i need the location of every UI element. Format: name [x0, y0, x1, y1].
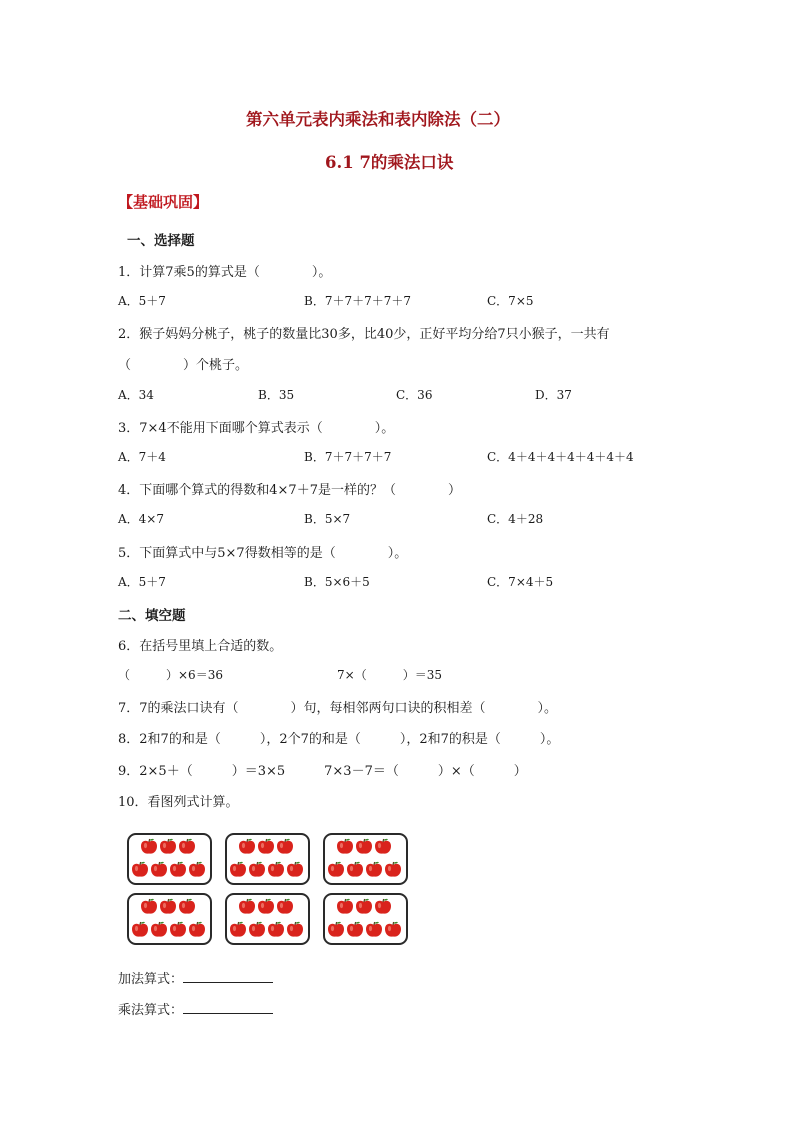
- apple-icon: [188, 921, 206, 938]
- apple-icon: [327, 861, 345, 878]
- apple-icon: [178, 838, 196, 855]
- apple-icon: [131, 861, 149, 878]
- q4-option-a: A．4×7: [118, 512, 164, 526]
- apple-icon: [365, 921, 383, 938]
- question-8: 8．2和7的和是（ ），2个7的和是（ ），2和7的积是（ ）。: [118, 732, 560, 747]
- apple-icon: [248, 921, 266, 938]
- multiplication-blank[interactable]: [183, 1001, 273, 1014]
- apple-icon: [159, 898, 177, 915]
- apple-icon: [257, 898, 275, 915]
- apple-icon: [384, 921, 402, 938]
- apple-icon: [336, 838, 354, 855]
- apple-group-box: [323, 893, 408, 945]
- apple-icon: [276, 898, 294, 915]
- question-10: 10．看图列式计算。: [118, 795, 239, 810]
- apple-icon: [178, 898, 196, 915]
- apple-icon: [150, 861, 168, 878]
- q5-option-a: A．5＋7: [118, 575, 166, 589]
- q1-option-b: B．7＋7＋7＋7＋7: [304, 294, 411, 308]
- question-4: 4．下面哪个算式的得数和4×7＋7是一样的？（ ）: [118, 483, 461, 498]
- apple-icon: [159, 838, 177, 855]
- apple-icon: [150, 921, 168, 938]
- apple-icon: [169, 861, 187, 878]
- part2-heading: 二、填空题: [118, 608, 186, 624]
- apple-icon: [374, 838, 392, 855]
- q4-option-c: C．4＋28: [487, 512, 544, 526]
- q3-option-b: B．7＋7＋7＋7: [304, 450, 392, 464]
- apple-icon: [327, 921, 345, 938]
- q3-option-a: A．7＋4: [118, 450, 166, 464]
- question-6: 6．在括号里填上合适的数。: [118, 639, 283, 654]
- apple-icon: [276, 838, 294, 855]
- apple-icon: [229, 861, 247, 878]
- question-3: 3．7×4不能用下面哪个算式表示（ ）。: [118, 421, 395, 436]
- apple-icon: [131, 921, 149, 938]
- apple-icon: [374, 898, 392, 915]
- apple-icon: [355, 898, 373, 915]
- section-label: 【基础巩固】: [118, 193, 209, 211]
- q4-option-b: B．5×7: [304, 512, 351, 526]
- apple-icon: [229, 921, 247, 938]
- apple-icon: [346, 861, 364, 878]
- q1-option-c: C．7×5: [487, 294, 534, 308]
- question-1: 1．计算7乘5的算式是（ ）。: [118, 265, 332, 280]
- q2-option-d: D．37: [535, 388, 572, 402]
- apple-group-box: [323, 833, 408, 885]
- apple-icon: [238, 898, 256, 915]
- apple-icon: [346, 921, 364, 938]
- q6-left-equation: （ ）×6＝36: [118, 668, 223, 682]
- apple-group-box: [225, 833, 310, 885]
- apple-icon: [238, 838, 256, 855]
- multiplication-label: 乘法算式：: [118, 1003, 184, 1018]
- apple-icon: [140, 838, 158, 855]
- apple-icon: [169, 921, 187, 938]
- page-subtitle: 6.1 7的乘法口诀: [325, 153, 454, 172]
- apple-icon: [188, 861, 206, 878]
- apple-icon: [257, 838, 275, 855]
- q3-option-c: C．4＋4＋4＋4＋4＋4＋4: [487, 450, 634, 464]
- apple-icon: [267, 921, 285, 938]
- q5-option-c: C．7×4＋5: [487, 575, 554, 589]
- apple-icon: [336, 898, 354, 915]
- page-title: 第六单元表内乘法和表内除法（二）: [246, 110, 510, 129]
- q2-option-b: B．35: [258, 388, 295, 402]
- apple-group-box: [127, 833, 212, 885]
- apple-icon: [286, 921, 304, 938]
- apple-icon: [365, 861, 383, 878]
- apple-group-box: [127, 893, 212, 945]
- q6-right-equation: 7×（ ）＝35: [337, 668, 442, 682]
- question-9: 9．2×5＋（ ）＝3×5 7×3－7＝（ ）×（ ）: [118, 764, 527, 779]
- addition-blank[interactable]: [183, 970, 273, 983]
- apple-icon: [267, 861, 285, 878]
- apple-icon: [140, 898, 158, 915]
- q2-option-c: C．36: [396, 388, 433, 402]
- question-2: 2．猴子妈妈分桃子，桃子的数量比30多，比40少，正好平均分给7只小猴子，一共有: [118, 327, 610, 342]
- addition-label: 加法算式：: [118, 972, 184, 987]
- addition-equation-field[interactable]: [118, 968, 273, 987]
- apple-icon: [355, 838, 373, 855]
- q1-option-a: A．5＋7: [118, 294, 166, 308]
- q2-option-a: A．34: [118, 388, 154, 402]
- q5-option-b: B．5×6＋5: [304, 575, 370, 589]
- apple-icon: [286, 861, 304, 878]
- part1-heading: 一、选择题: [127, 233, 195, 249]
- apple-icon: [384, 861, 402, 878]
- apple-group-box: [225, 893, 310, 945]
- multiplication-equation-field[interactable]: [118, 999, 273, 1018]
- apple-icon: [248, 861, 266, 878]
- question-5: 5．下面算式中与5×7得数相等的是（ ）。: [118, 546, 408, 561]
- question-2-cont: （ ）个桃子。: [118, 358, 249, 373]
- question-7: 7．7的乘法口诀有（ ）句，每相邻两句口诀的积相差（ ）。: [118, 701, 558, 716]
